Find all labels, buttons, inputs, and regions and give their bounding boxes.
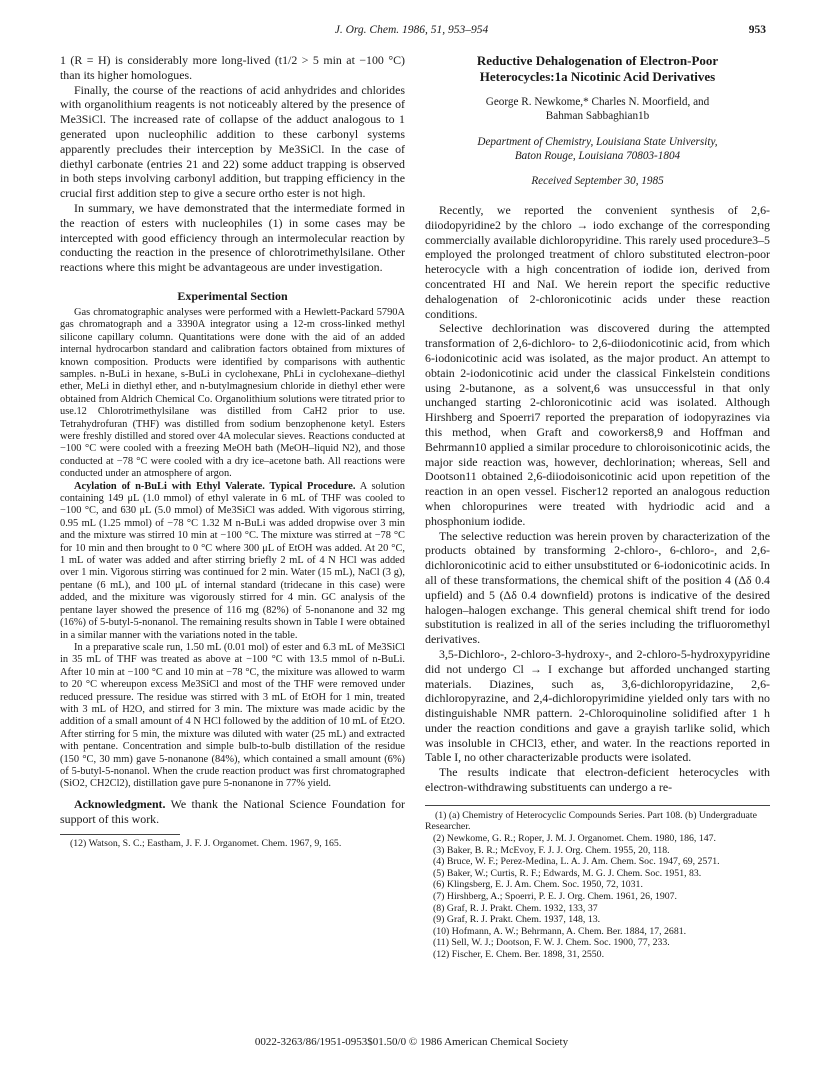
acylation-paragraph xyxy=(60,481,405,642)
authors xyxy=(425,95,770,123)
body-paragraph: Selective dechlorination was discovered during the attempted transformation of 2,6-dichloro- to 2,6-diiodonicotinic acid, from which 6-iodonicotinic acid was isolated, as the major product. An attempt to obtain 2-iodonicotinic acid under the classical Finkelstein conditions using 2-butanone, as a solvent,6 was unsuccessful in that only unchanged starting 2-chloronicotinic acid was isolated. Although Hirshberg and Spoerri7 reported the preparation of iodopyrazines via this method, when Graft and coworkers8,9 and Hoffman and Behrmann10 applied a similar procedure to chloroisonicotinic acids, the major side reaction was, however, dechlorination; whereas, Sell and Dootson11 obtained 2,6-diiodoisonicotinic acid upon repetition of the reaction in an open vessel. Fischer12 reported an analogous reduction when chloropurines were treated with hydriodic acid and a phosphonium iodide. xyxy=(425,321,770,528)
experimental-paragraph: Gas chromatographic analyses were performed with a Hewlett-Packard 5790A gas chromatograph and a 3390A integrator using a 12-m cross-linked methyl silicone capillary column. Quantitations were done with the aid of an added internal hydrocarbon standard and calibration factors obtained from mixtures of known composition. Products were identified by comparisons with authentic samples. n-BuLi in hexane, s-BuLi in cyclohexane, PhLi in cyclohexane–diethyl ether, MeLi in diethyl ether, and n-butylmagnesium chloride in diethyl ether were obtained from Aldrich Chemical Co. Organolithium solutions were titrated prior to use.12 Chlorotrimethylsilane was distilled from CaH2 prior to use. Tetrahydrofuran (THF) was distilled from sodium benzophenone ketyl. Esters were freshly distilled and stored over 4A molecular sieves. Reactions conducted at −100 °C were cooled with a freezing MeOH bath (MeOH–liquid N2), and those conducted at −78 °C were cooled with a dry ice–acetone bath. All reactions were conducted under an atmosphere of argon. xyxy=(60,306,405,480)
header-spacer xyxy=(425,187,770,203)
page-number: 953 xyxy=(748,24,766,36)
reference-item: (6) Klingsberg, E. J. Am. Chem. Soc. 1950, 72, 1031. xyxy=(433,879,643,891)
article-title xyxy=(425,53,770,85)
acknowledgment-text: We thank the National Science Foundation for support of this work. xyxy=(60,796,405,826)
reference-item: (4) Bruce, W. F.; Perez-Medina, L. A. J. Am. Chem. Soc. 1947, 69, 2571. xyxy=(433,856,720,868)
reference-item: (7) Hirshberg, A.; Spoerri, P. E. J. Org. Chem. 1961, 26, 1907. xyxy=(433,891,678,903)
affiliation-line-2: Baton Rouge, Louisiana 70803-1804 xyxy=(514,150,681,162)
body-paragraph: In summary, we have demonstrated that the intermediate formed in the reaction of esters with nucleophiles (1) in some cases may be intercepted with good efficiency through an intermolecular reaction by conducting the reaction in the presence of chlorotrimethylsilane. Other reactions where this might be advantageous are under investigation. xyxy=(60,200,405,275)
reference-item: (2) Newkome, G. R.; Roper, J. M. J. Organomet. Chem. 1980, 186, 147. xyxy=(433,833,716,845)
reference-item: (9) Graf, R. J. Prakt. Chem. 1937, 148, 13. xyxy=(433,914,601,926)
references-list xyxy=(425,810,770,961)
footnote: (12) Watson, S. C.; Eastham, J. F. J. Organomet. Chem. 1967, 9, 165. xyxy=(70,838,342,850)
footnote-rule xyxy=(60,834,180,835)
acknowledgment-paragraph xyxy=(60,797,405,827)
left-column xyxy=(60,53,405,1011)
reference-item: (8) Graf, R. J. Prakt. Chem. 1932, 133, 37 xyxy=(433,902,598,914)
reference-item: (12) Fischer, E. Chem. Ber. 1898, 31, 2550. xyxy=(433,949,605,960)
preparative-paragraph: In a preparative scale run, 1.50 mL (0.01 mol) of ester and 6.3 mL of Me3SiCl in 35 mL of THF was treated as above at −100 °C with 13.5 mmol of n-BuLi. After 10 min at −100 °C and 10 min at −78 °C, the mixiture was allowed to warm to 20 °C whereupon excess Me3SiCl and most of the THF were removed under reduced pressure. The residue was stirred with 3 mL of EtOH for 1 min, treated with 3 mL of H2O, and stirred for 3 min. The mixture was made acidic by the addition of a small amount of 4 N HCl followed by the addition of 10 mL of Et2O. After stirring for 5 min, the mixture was diluted with water (25 mL) and extracted with pentane. Concentration and simple bulb-to-bulb distillation of the residue (150 °C, 30 mm) gave 5-nonanone (84%), which contained a small amount (6%) of 5-butyl-5-nonanol. When the crude reaction product was first chromatographed (SiO2, CH2Cl2), distillation gave pure 5-nonanone in 77% yield. xyxy=(60,641,405,790)
references-rule xyxy=(425,805,770,806)
copyright-line: 0022-3263/86/1951-0953$01.50/0 © 1986 American Chemical Society xyxy=(254,1036,569,1048)
affiliation xyxy=(425,135,770,163)
experimental-section-heading: Experimental Section xyxy=(177,288,288,303)
affiliation-line-1: Department of Chemistry, Louisiana State University, xyxy=(477,136,718,148)
reference-item: (3) Baker, B. R.; McEvoy, F. J. J. Org. Chem. 1955, 20, 118. xyxy=(433,844,670,856)
article-title-line-1: Reductive Dehalogenation of Electron-Poor xyxy=(476,53,719,68)
body-paragraph: Finally, the course of the reactions of acid anhydrides and chlorides with organolithium reagents is not noticeably altered by the presence of Me3SiCl. The increased rate of collapse of the adduct analogous to 1 generated upon nucleophilic addition to these carbonyl systems apparently precludes their interception by Me3SiCl. In the case of diethyl carbonate (entries 21 and 22) some adduct trapping is observed in both steps involving carbonyl addition, but trapping efficiency in the crucial first addition step to give a secure ortho ester is not high. xyxy=(60,82,405,201)
running-head xyxy=(0,24,823,40)
acknowledgment-heading: Acknowledgment. xyxy=(74,796,166,811)
body-paragraph: The selective reduction was herein proven by characterization of the products obtained by transforming 2-chloro-, 6-chloro-, and 2,6-dichloronicotinic acid to either unsubstituted or 6-iodonicotinic acids. In all of these transformations, the chemical shift of the position 4 (Δδ 0.4 upfield) and 5 (Δδ 0.4 downfield) protons is indicative of the desired halogen–halogen exchange. This general chemical shift trend for iodo substitution is realized in all of the series including the trifluoromethyl derivatives. xyxy=(425,528,770,647)
body-paragraph: 3,5-Dichloro-, 2-chloro-3-hydroxy-, and 2-chloro-5-hydroxypyridine did not undergo Cl → I exchange but afforded unchanged starting materials. Diazines, such as, 3,6-dichloropyridazine, 2,6-dichloropyrazine, and 2,4-dichloropyrimidine yielded only tars with no distinguishable NMR pattern. 2-Chloroquinoline solidified after 1 h under the reaction conditions and gave a grayish tarlike solid, which was insoluble in CHCl3, ether, and water. In the reactions reported in Table I, no other characterizable products were isolated. xyxy=(425,646,770,765)
body-paragraph: Recently, we reported the convenient synthesis of 2,6-diiodopyridine2 by the chloro → iodo exchange of the corresponding commercially available dichloropyridine. This rarely used procedure3–5 employed the prolonged treatment of chloro substituted electron-poor heterocycle with a high concentration of iodide ion, derived from concentrated HI and NaI. We herein report the specific reductive dehalogenation of 2-chloronicotinic acids under these reaction conditions. xyxy=(425,203,770,321)
authors-line-1: George R. Newkome,* Charles N. Moorfield, and xyxy=(485,96,710,108)
right-column xyxy=(425,53,770,1011)
reference-item: (10) Hofmann, A. W.; Behrmann, A. Chem. Ber. 1884, 17, 2681. xyxy=(433,925,687,937)
acylation-heading: Acylation of n-BuLi with Ethyl Valerate. Typical Procedure. xyxy=(74,480,356,492)
received-date: Received September 30, 1985 xyxy=(531,175,664,187)
article-title-line-2: Heterocycles:1a Nicotinic Acid Derivatives xyxy=(479,69,716,84)
reference-item: (1) (a) Chemistry of Heterocyclic Compounds Series. Part 108. (b) Undergraduate Researcher. xyxy=(425,809,757,833)
body-paragraph: 1 (R = H) is considerably more long-lived (t1/2 > 5 min at −100 °C) than its higher homologues. xyxy=(60,53,405,82)
body-paragraph: The results indicate that electron-deficient heterocycles with electron-withdrawing substituents can undergo a re- xyxy=(425,765,770,795)
reference-item: (11) Sell, W. J.; Dootson, F. W. J. Chem. Soc. 1900, 77, 233. xyxy=(433,937,670,949)
running-head-citation: J. Org. Chem. 1986, 51, 953–954 xyxy=(334,24,489,36)
acylation-text: A solution containing 149 μL (1.0 mmol) of ethyl valerate in 6 mL of THF was cooled to −100 °C, and 630 μL (5.0 mmol) of Me3SiCl was added. With vigorous stirring, 0.95 mL (1.25 mmol) of −78 °C 1.32 M n-BuLi was added dropwise over 3 min and the mixture was stirred 10 min at −100 °C. The mixture was stirred at −78 °C for 10 min and then brought to 0 °C where 300 μL of EtOH was added. At 20 °C, 1 mL of water was added and after stirring briefly 2 mL of 4 N HCl was added over 1 min. Vigorous stirring was continued for 2 min. Water (15 mL), NaCl (3 g), pentane (6 mL), and 100 μL of internal standard (tridecane in this case) were added, and the mixiture was vigorously stirred for 4 min. GC analysis of the pentane layer showed the presence of 116 mg (82%) of 5-nonanone and 32 mg (16%) of 5-butyl-5-nonanol. The remaining results shown in Table I were obtained in a similar manner with the variations noted in the table. xyxy=(60,480,405,641)
reference-item: (5) Baker, W.; Curtis, R. F.; Edwards, M. G. J. Chem. Soc. 1951, 83. xyxy=(433,867,702,879)
authors-line-2: Bahman Sabbaghian1b xyxy=(545,110,650,122)
